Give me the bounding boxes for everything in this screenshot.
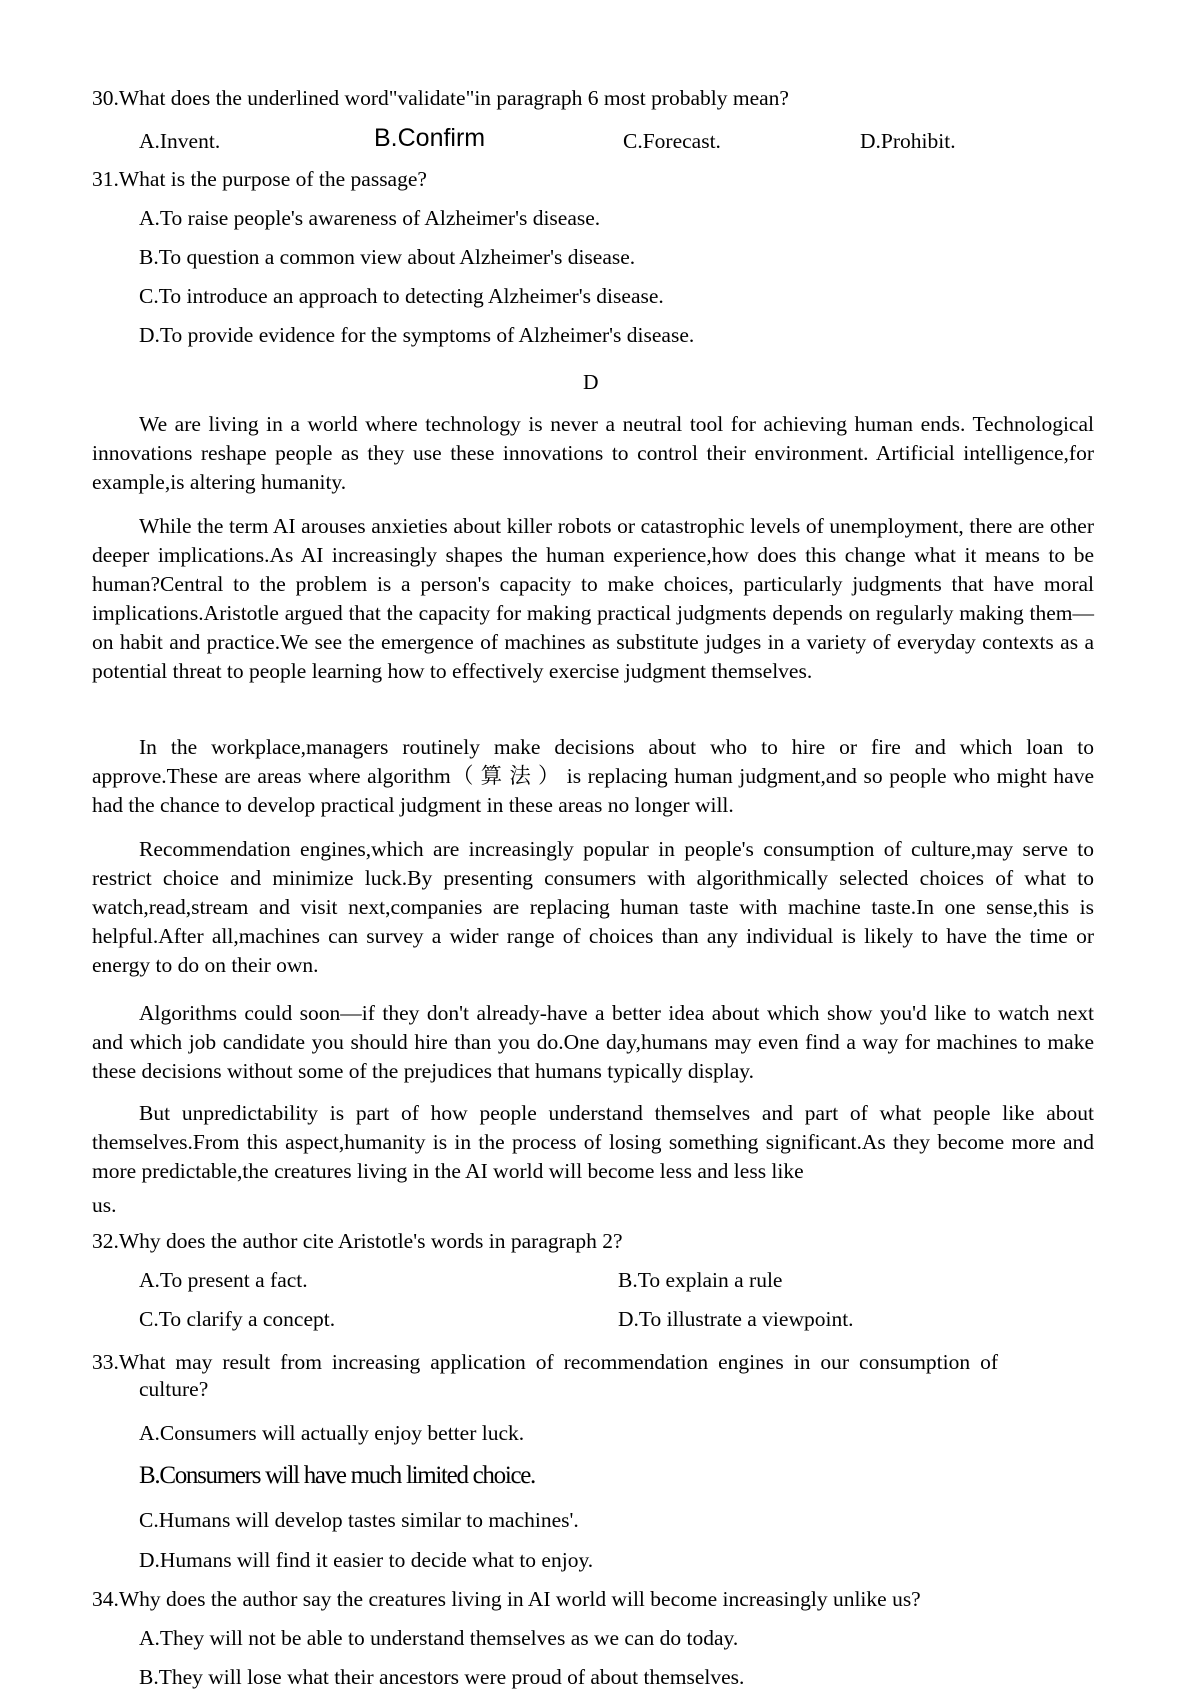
passage-paragraph-6-end: us. [92, 1193, 117, 1217]
q30-option-c: C.Forecast. [623, 129, 721, 153]
q31-option-c: C.To introduce an approach to detecting Alzheimer's disease. [139, 284, 664, 308]
paragraph-3-text-after: is replacing human judgment,and so people who might have had the chance to develop practical judgment in these areas no longer will. [92, 764, 1094, 817]
passage-paragraph-2: While the term AI arouses anxieties about killer robots or catastrophic levels of unemployment, there are other deeper implications.As AI increasingly shapes the human experience,how does this change what it means to be human?Central to the problem is a person's capacity to make choices, particularly judgments that have moral implications.Aristotle argued that the capacity for making practical judgments depends on regularly making them—on habit and practice.We see the emergence of machines as substitute judges in a variety of everyday contexts as a potential threat to people learning how to effectively exercise judgment themselves. [92, 514, 1094, 683]
question-33-stem: 33.What may result from increasing application of recommendation engines in our consumption of [92, 1350, 999, 1374]
question-34-stem: 34.Why does the author say the creatures living in AI world will become increasingly unlike us? [92, 1587, 921, 1611]
question-33-stem-continued: culture? [139, 1377, 209, 1401]
q30-option-b: B.Confirm [374, 124, 486, 152]
q31-option-a: A.To raise people's awareness of Alzheimer's disease. [139, 206, 601, 230]
algorithm-gloss: （算法） [450, 764, 567, 788]
q33-option-b: B.Consumers will have much limited choice. [139, 1462, 536, 1489]
q30-option-d: D.Prohibit. [860, 129, 956, 153]
q33-option-d: D.Humans will find it easier to decide what to enjoy. [139, 1548, 594, 1572]
q31-option-d: D.To provide evidence for the symptoms of Alzheimer's disease. [139, 323, 695, 347]
passage-paragraph-1: We are living in a world where technology is never a neutral tool for achieving human ends. Technological innovations reshape people as they use these innovations to control their environment. Artificial intelligence,for example,is altering humanity. [92, 412, 1094, 494]
q33-option-c: C.Humans will develop tastes similar to machines'. [139, 1508, 579, 1532]
q31-option-b: B.To question a common view about Alzheimer's disease. [139, 245, 636, 269]
q32-option-b: B.To explain a rule [618, 1268, 783, 1292]
question-30-stem: 30.What does the underlined word"validate"in paragraph 6 most probably mean? [92, 86, 789, 110]
passage-paragraph-4: Recommendation engines,which are increasingly popular in people's consumption of culture,may serve to restrict choice and minimize luck.By presenting consumers with algorithmically selected choices of what to watch,read,stream and visit next,companies are replacing human taste with machine taste.In one sense,this is helpful.After all,machines can survey a wider range of choices than any individual is likely to have the time or energy to do on their own. [92, 837, 1094, 977]
q32-option-a: A.To present a fact. [139, 1268, 308, 1292]
passage-paragraph-6: But unpredictability is part of how people understand themselves and part of what people like about themselves.From this aspect,humanity is in the process of losing something significant.As they become more and more predictable,the creatures living in the AI world will become less and less like [92, 1101, 1094, 1183]
passage-paragraph-5: Algorithms could soon—if they don't already-have a better idea about which show you'd like to watch next and which job candidate you should hire than you do.One day,humans may even find a way for machines to make these decisions without some of the prejudices that humans typically display. [92, 1001, 1094, 1083]
q34-option-a: A.They will not be able to understand themselves as we can do today. [139, 1626, 739, 1650]
passage-paragraph-3 [92, 733, 1094, 820]
q32-option-d: D.To illustrate a viewpoint. [618, 1307, 854, 1331]
q33-option-a: A.Consumers will actually enjoy better luck. [139, 1421, 525, 1445]
question-32-stem: 32.Why does the author cite Aristotle's words in paragraph 2? [92, 1229, 623, 1253]
q34-option-b: B.They will lose what their ancestors were proud of about themselves. [139, 1665, 745, 1689]
section-label: D [583, 370, 599, 394]
question-31-stem: 31.What is the purpose of the passage? [92, 167, 427, 191]
q30-option-a: A.Invent. [139, 129, 221, 153]
paragraph-3-text-before: In the workplace,managers routinely make decisions about who to hire or fire and which loan to approve.These are areas where algorithm [92, 735, 1094, 788]
q32-option-c: C.To clarify a concept. [139, 1307, 336, 1331]
